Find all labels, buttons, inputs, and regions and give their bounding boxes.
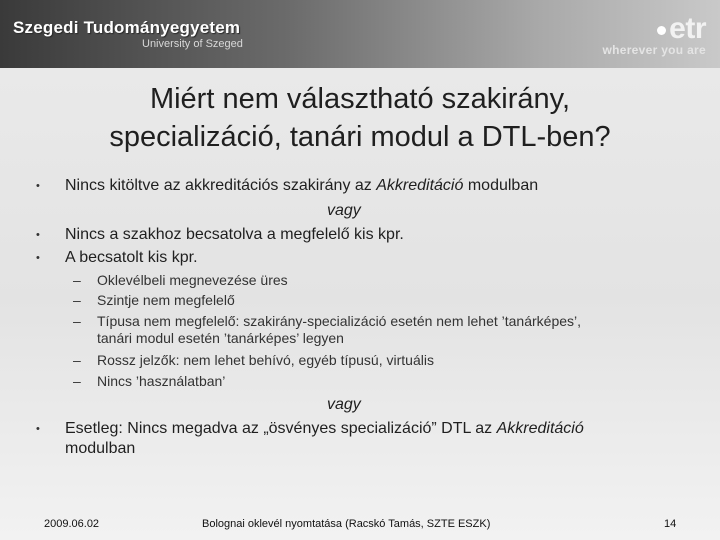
- university-name: Szegedi Tudományegyetem: [13, 18, 241, 37]
- title-line-1: Miért nem választható szakirány,: [149, 83, 571, 115]
- page-number: 14: [664, 518, 677, 530]
- dash-4: –: [73, 352, 81, 368]
- item4-emphasis: Akkreditáció: [496, 420, 584, 437]
- dash-1: –: [73, 272, 81, 288]
- sub-item-3-line-2: tanári modul esetén ’tanárképes’ legyen: [97, 330, 344, 346]
- item1-text: Nincs kitöltve az akkreditációs szakirány az: [65, 177, 377, 194]
- bullet-item-3: A becsatolt kis kpr.: [65, 249, 198, 266]
- footer-date: 2009.06.02: [44, 518, 100, 530]
- dash-3: –: [73, 313, 81, 329]
- sub-item-5: Nincs ’használatban’: [97, 373, 226, 389]
- bullet-item-2: Nincs a szakhoz becsatolva a megfelelő kis kpr.: [65, 226, 404, 243]
- bullet-2: •: [36, 229, 40, 241]
- footer-center: Bolognai oklevél nyomtatása (Racskó Tamás, SZTE ESZK): [202, 518, 491, 530]
- item1-emphasis: Akkreditáció: [376, 177, 464, 194]
- item4-line-1: [65, 419, 584, 439]
- sub-item-3-line-1: Típusa nem megfelelő: szakirány-specializáció esetén nem lehet ’tanárképes’,: [97, 313, 582, 329]
- bullet-4: •: [36, 423, 40, 435]
- header-banner: [0, 0, 720, 68]
- sub-item-2: Szintje nem megfelelő: [97, 292, 235, 308]
- sub-item-4: Rossz jelzők: nem lehet behívó, egyéb típusú, virtuális: [97, 352, 434, 368]
- bullet-1: •: [36, 180, 40, 192]
- sub-item-3: [97, 313, 581, 347]
- dash-5: –: [73, 373, 81, 389]
- item4-line-2: modulban: [65, 440, 136, 457]
- logo-tagline: wherever you are: [602, 43, 706, 57]
- logo-mark-text: etr: [669, 12, 706, 45]
- etr-logo: [592, 14, 712, 58]
- logo-wordmark: [657, 14, 706, 44]
- slide-title: [30, 80, 690, 156]
- item4-text: Esetleg: Nincs megadva az „ösvényes specializáció” DTL az: [65, 420, 497, 437]
- university-name-en: University of Szeged: [142, 38, 243, 50]
- or-separator-1: vagy: [327, 202, 361, 219]
- title-line-2: specializáció, tanári modul a DTL-ben?: [109, 121, 611, 153]
- bullet-3: •: [36, 252, 40, 264]
- bullet-item-1: [65, 177, 538, 195]
- dash-2: –: [73, 292, 81, 308]
- item1-suffix: modulban: [463, 177, 539, 194]
- sub-item-1: Oklevélbeli megnevezése üres: [97, 272, 288, 288]
- logo-dot-icon: [657, 26, 666, 35]
- or-separator-2: vagy: [327, 396, 361, 413]
- bullet-item-4: [65, 419, 584, 459]
